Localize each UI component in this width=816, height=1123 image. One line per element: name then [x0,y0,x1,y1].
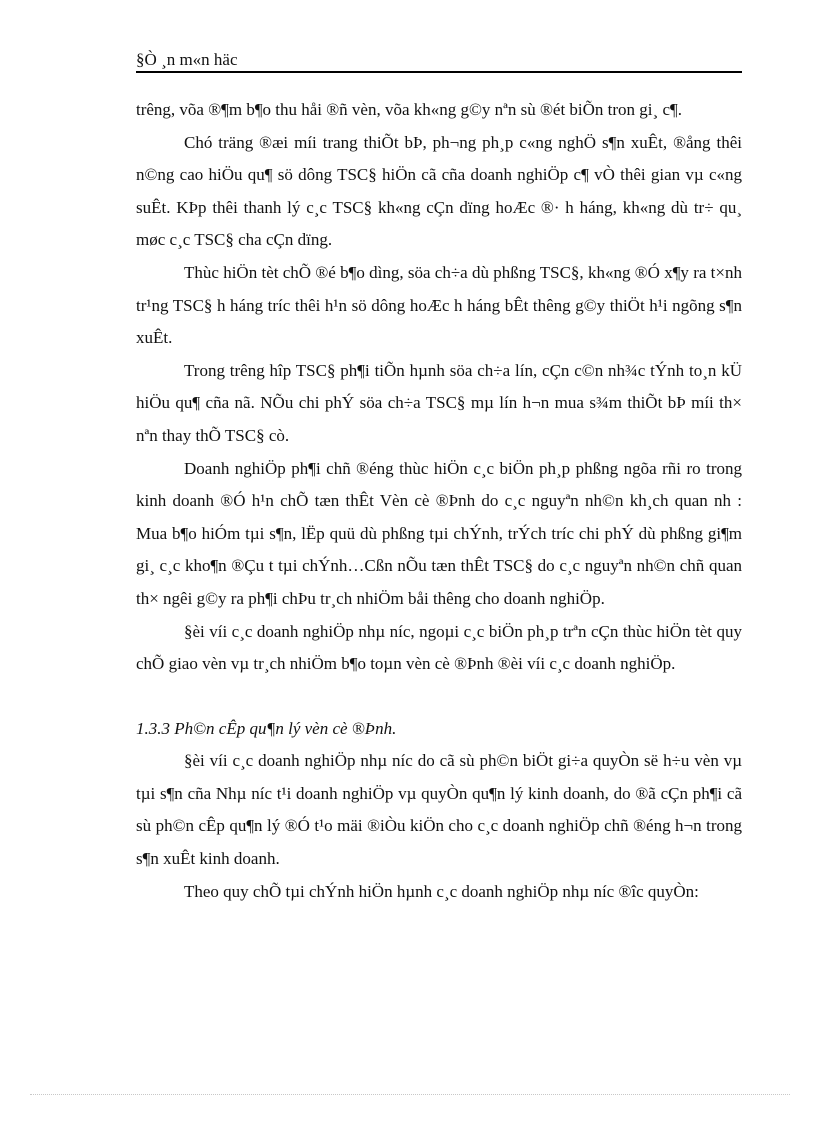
section-heading: 1.3.3 Ph©n cÊp qu¶n lý vèn cè ®Þnh. [136,718,397,738]
paragraph: Theo quy chÕ tµi chÝnh hiÖn hµnh c¸c doanh nghiÖp nhµ níc ®îc quyÒn: [184,881,699,901]
page-header: §Ò ¸n m«n häc [136,50,238,69]
paragraph: Chó träng ®æi míi trang thiÕt bÞ, ph¬ng ph¸p c«ng nghÖ s¶n xuÊt, ®ång thêi n©ng cao hiÖu qu¶ sö dông TSC§ hiÖn cã cña doanh nghiÖp c¶ vÒ thêi gian vµ c«ng suÊt. KÞp thêi thanh lý c¸c TSC§ kh«ng cÇn dïng hoÆc ®· h háng, kh«ng dù tr÷ qu¸ møc c¸c TSC§ cha cÇn dïng. [136,132,742,250]
paragraph: §èi víi c¸c doanh nghiÖp nhµ níc do cã sù ph©n biÖt gi÷a quyÒn së h÷u vèn vµ tµi s¶n cña Nhµ níc t¹i doanh nghiÖp vµ quyÒn qu¶n lý kinh doanh, do ®ã cÇn ph¶i cã sù ph©n cÊp qu¶n lý ®Ó t¹o mäi ®iÒu kiÖn cho c¸c doanh nghiÖp chñ ®éng h¬n trong s¶n xuÊt kinh doanh. [136,751,742,869]
paragraph: §èi víi c¸c doanh nghiÖp nhµ níc, ngoµi c¸c biÖn ph¸p trªn cÇn thùc hiÖn tèt quy chÕ giao vèn vµ tr¸ch nhiÖm b¶o toµn vèn cè ®Þnh ®èi víi c¸c doanh nghiÖp. [136,621,742,674]
page-bottom-border [30,1094,790,1095]
paragraph: Thùc hiÖn tèt chÕ ®é b¶o dìng, söa ch÷a dù phßng TSC§, kh«ng ®Ó x¶y ra t×nh tr¹ng TSC§ h háng tríc thêi h¹n sö dông hoÆc h háng bÊt thêng g©y thiÖt h¹i ngõng s¶n xuÊt. [136,262,742,348]
paragraph: Doanh nghiÖp ph¶i chñ ®éng thùc hiÖn c¸c biÖn ph¸p phßng ngõa rñi ro trong kinh doanh ®Ó h¹n chÕ tæn thÊt Vèn cè ®Þnh do c¸c nguyªn nh©n kh¸ch quan nh : Mua b¶o hiÓm tµi s¶n, lËp quü dù phßng tµi chÝnh, trÝch tríc chi phÝ dù phßng gi¶m gi¸ c¸c kho¶n ®Çu t tµi chÝnh…Cßn nÕu tæn thÊt TSC§ do c¸c nguyªn nh©n chñ quan th× ngêi g©y ra ph¶i chÞu tr¸ch nhiÖm båi thêng cho doanh nghiÖp. [136,458,742,608]
paragraph: Trong trêng hîp TSC§ ph¶i tiÕn hµnh söa ch÷a lín, cÇn c©n nh¾c tÝnh to¸n kÜ hiÖu qu¶ cña nã. NÕu chi phÝ söa ch÷a TSC§ mµ lín h¬n mua s¾m thiÕt bÞ míi th× nªn thay thÕ TSC§ cò. [136,360,742,445]
header-rule [136,71,742,73]
document-body [136,94,742,908]
paragraph: trêng, võa ®¶m b¶o thu håi ®ñ vèn, võa kh«ng g©y nªn sù ®ét biÕn tron gi¸ c¶. [136,100,682,119]
